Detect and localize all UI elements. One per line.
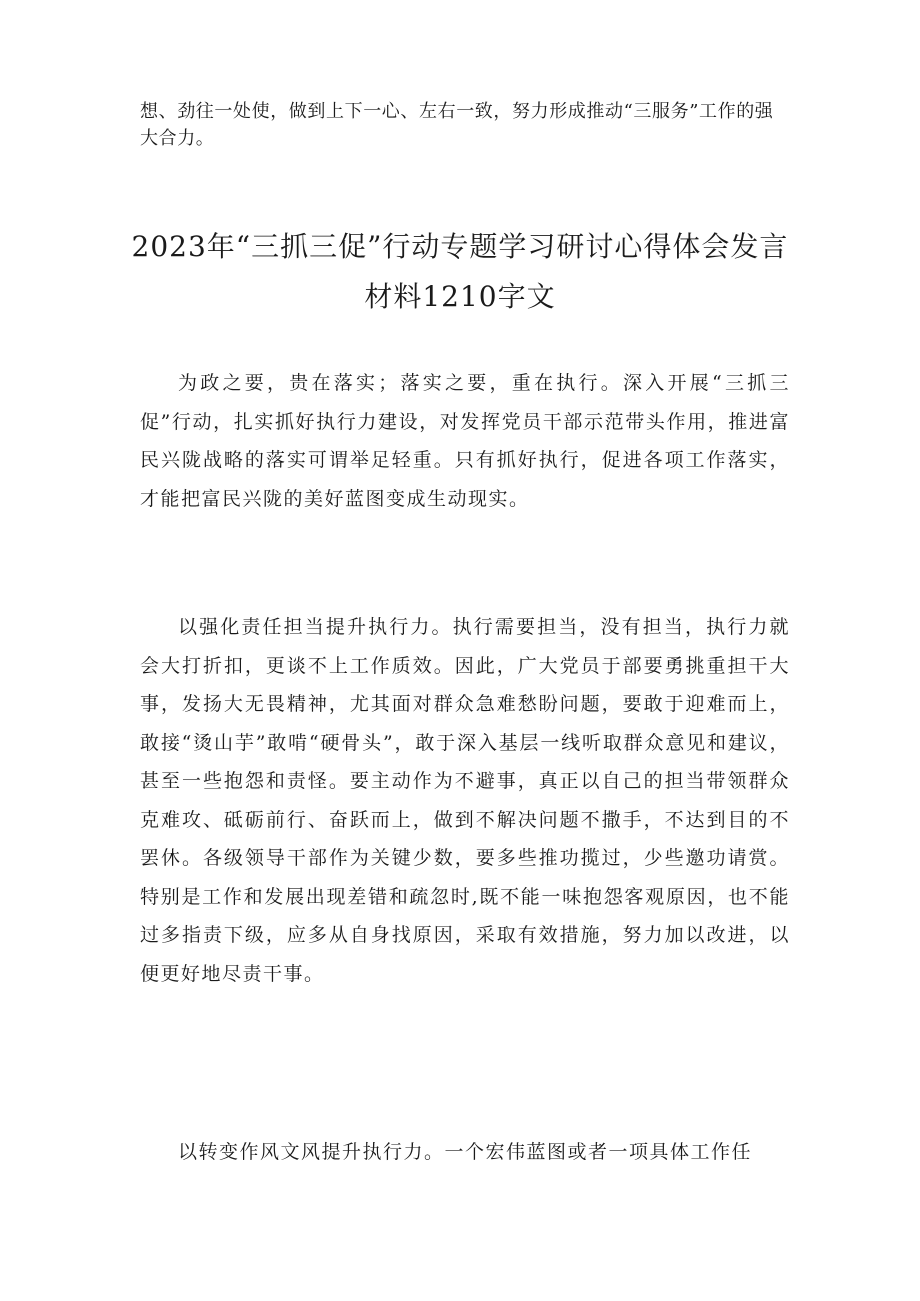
document-title: 2023年“三抓三促”行动专题学习研讨心得体会发言材料1210字文 xyxy=(131,230,789,313)
body-paragraph-1: 为政之要，贵在落实；落实之要，重在执行。深入开展“三抓三促”行动，扎实抓好执行力建设，对发挥党员干部示范带头作用，推进富民兴陇战略的落实可谓举足轻重。只有抓好执行，促进各项工作落实，才能把富民兴陇的美好蓝图变成生动现实。 xyxy=(140,372,790,510)
carryover-text: 想、劲往一处使，做到上下一心、左右一致，努力形成推动“三服务”工作的强大合力。 xyxy=(140,101,774,149)
body-paragraph-3: 以转变作风文风提升执行力。一个宏伟蓝图或者一项具体工作任 xyxy=(178,1141,753,1163)
body-paragraph-2: 以强化责任担当提升执行力。执行需要担当，没有担当，执行力就会大打折扣，更谈不上工作质效。因此，广大党员于部要勇挑重担干大事，发扬大无畏精神，尤其面对群众急难愁盼问题，要敢于迎难而上，敢接“烫山芋”敢啃“硬骨头”，敢于深入基层一线听取群众意见和建议，甚至一些抱怨和责怪。要主动作为不避事，真正以自己的担当带领群众克难攻、砥砺前行、奋跃而上，做到不解决问题不撒手，不达到目的不罢休。各级领导干部作为关键少数，要多些推功揽过，少些邀功请赏。特别是工作和发展出现差错和疏忽时,既不能一味抱怨客观原因，也不能过多指责下级，应多从自身找原因，采取有效措施，努力加以改进，以便更好地尽责干事。 xyxy=(140,616,790,985)
